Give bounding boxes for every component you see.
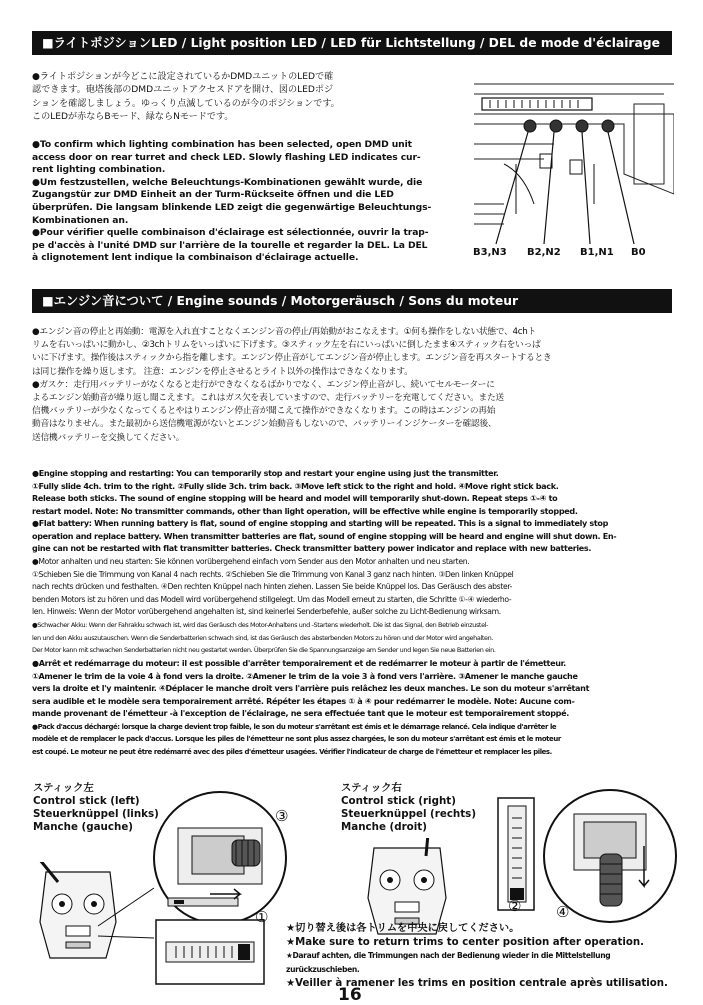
text-line: len und den Akku auszutauschen. Wenn die Senderbatterien schwach sind, ist das Geräusch des absterbenden Motors zu hören und der Motor wird angehalten. — [32, 633, 493, 642]
text-line: いに下げます。操作後はスティックから指を離します。エンジン停止音がしてエンジン音が停止します。エンジン音を再スタートするとき — [32, 353, 552, 364]
led-label-b1n1: B1,N1 — [580, 247, 614, 258]
text-line: Zugangstür zur DMD Einheit an der Turm-Rückseite öffnen und die LED — [32, 189, 394, 201]
text-line: operation and replace battery. When transmitter batteries are flat, sound of engine stopping will be heard and engine will shut down. En- — [32, 531, 617, 541]
text-line: vers la droite et l'y maintenir. ④Déplacer le manche droit vers l'arrière puis relâchez les deux manches. Le son du moteur s'arrêtant — [32, 684, 590, 693]
left-stick-detail-illustration — [150, 788, 290, 928]
caption-line: スティック左 — [33, 782, 94, 794]
text-line: ●ガスケ：走行用バッテリーがなくなると走行ができなくなるばかりでなく、エンジン停止音がし、続いてセルモーターに — [32, 379, 495, 390]
text-line: pe d'accès à l'unité DMD sur l'arrière de la tourelle et regarder la DEL. La DEL — [32, 239, 428, 251]
engine-sounds-jp-text — [32, 326, 680, 445]
text-line: ●Schwacher Akku: Wenn der Fahrakku schwach ist, wird das Geräusch des Motor-Anhaltens und -Startens wiederholt. Die ist das Signal, den Betrieb einzustel- — [32, 620, 489, 629]
step-marker-2: ② — [508, 897, 522, 915]
step-marker-1: ① — [255, 908, 269, 926]
text-line: modèle et de remplacer le pack d'accus. Lorsque les piles de l'émetteur ne sont plus assez chargées, le son du moteur s'arrêtant est émis et le moteur — [32, 735, 561, 743]
note-line: ★Make sure to return trims to center position after operation. — [286, 936, 645, 948]
led-label-b2n2: B2,N2 — [527, 247, 561, 258]
page-number: 16 — [338, 985, 362, 1005]
dmd-unit-illustration — [474, 64, 674, 254]
text-line: ●ライトポジションが今どこに設定されているかDMDユニットのLEDで確 — [32, 72, 334, 82]
right-stick-caption — [341, 782, 476, 834]
text-line: Kombinationen an. — [32, 214, 129, 226]
section-header-engine-sounds: ■エンジン音について / Engine sounds / Motorgeräusch / Sons du moteur — [32, 289, 672, 313]
text-line: ●Engine stopping and restarting: You can temporarily stop and restart your engine using just the transmitter. — [32, 469, 499, 478]
text-line: ①Schieben Sie die Trimmung von Kanal 4 nach rechts. ②Schieben Sie die Trimmung von Kanal 3 ganz nach hinten. ③Den linken Knüppel — [32, 569, 514, 579]
caption-line: Manche (gauche) — [33, 821, 134, 833]
text-line: このLEDが赤ならBモード、緑ならNモードです。 — [32, 112, 234, 123]
engine-sounds-fr-text — [32, 658, 682, 758]
trim-reset-note — [286, 922, 686, 991]
note-line: ★切り替え後は各トリムを中央に戻してください。 — [286, 923, 520, 934]
text-line: gine can not be restarted with flat transmitter batteries. Check transmitter battery power indicator and replace with new batteries. — [32, 544, 592, 553]
text-line: est coupé. Le moteur ne peut être redémarré avec des piles d'émetteur usagées. Vérifier l'indicateur de charge de l'émetteur et remplacer les piles. — [32, 747, 552, 756]
text-line: nach rechts drücken und festhalten. ④Den rechten Knüppel nach hinten ziehen. Lassen Sie beide Knüppel los. Das Geräusch des abster- — [32, 582, 513, 592]
text-line: ションを確認しましょう。ゆっくり点滅しているのが今のポジションです。 — [32, 98, 340, 109]
led-label-b3n3: B3,N3 — [473, 247, 507, 258]
text-line: ●To confirm which lighting combination has been selected, open DMD unit — [32, 139, 412, 150]
light-position-jp-text — [32, 71, 472, 125]
note-line: ★Veiller à ramener les trims en position centrale après utilisation. — [286, 977, 668, 989]
caption-line: Manche (droit) — [341, 821, 427, 833]
caption-line: Control stick (left) — [33, 795, 140, 807]
step-marker-3: ③ — [275, 807, 289, 825]
text-line: mande provenant de l'émetteur -à l'exception de l'éclairage, ne sera effectuée tant que le moteur est temporairement stoppé. — [32, 709, 569, 718]
text-line: à clignotement lent indique la combinaison d'éclairage actuelle. — [32, 252, 359, 264]
text-line: len. Hinweis: Wenn der Motor vorübergehend angehalten ist, sind keinerlei Senderbefehle, außer solche zu Licht-Bedienung wirksam. — [32, 607, 501, 617]
text-line: 認できます。砲塔後部のDMDユニットアクセスドアを開け、図のLEDポジ — [32, 85, 334, 96]
text-line: ●Arrêt et redémarrage du moteur: il est possible d'arrêter temporairement et de redémarrer le moteur à partir de l'émetteur. — [32, 659, 566, 668]
note-line: ★Darauf achten, die Trimmungen nach der Bedienung wieder in die Mittelstellung zurückzuschieben. — [286, 951, 611, 975]
text-line: リムを右いっぱいに動かし、②3chトリムをいっぱいに下げます。③スティック左を右にいっぱいに倒したまま④スティック右をいっぱ — [32, 340, 541, 351]
text-line: ●Motor anhalten und neu starten: Sie können vorübergehend einfach vom Sender aus den Motor anhalten und neu starten. — [32, 557, 470, 566]
text-line: 信機バッテリーが少なくなってくるとやはりエンジン停止音が聞こえて操作ができなくなります。この時はエンジンの再始 — [32, 406, 496, 417]
text-line: ●Pack d'accus déchargé: lorsque la charge devient trop faible, le son du moteur s'arrêtant est émis et le démarrage relancé. Cela indique d'arrêter le — [32, 722, 557, 731]
text-line: restart model. Note: No transmitter commands, other than light operation, will be effective while engine is temporarily stopped. — [32, 506, 578, 516]
text-line: sera audible et le modèle sera temporairement arrêté. Répéter les étapes ① à ④ pour redémarrer le modèle. Note: Aucune com- — [32, 696, 575, 706]
step-marker-4: ④ — [556, 903, 570, 921]
caption-line: Steuerknüppel (links) — [33, 808, 159, 820]
light-position-en-de-fr-text — [32, 139, 472, 265]
caption-line: Control stick (right) — [341, 795, 456, 807]
text-line: überprüfen. Die langsam blinkende LED zeigt die gegenwärtige Beleuchtungs- — [32, 201, 432, 213]
text-line: ●Flat battery: When running battery is flat, sound of engine stopping and starting will be repeated. This is a signal to immediately stop — [32, 519, 609, 528]
text-line: 送信機バッテリーを交換してください。 — [32, 432, 185, 443]
section-header-light-position: ■ライトポジションLED / Light position LED / LED für Lichtstellung / DEL de mode d'éclairage — [32, 31, 672, 55]
text-line: 動音はなりません。また最初から送信機電源がないとエンジン始動音もしないので、バッテリーインジケーターを確認後、 — [32, 419, 497, 430]
text-line: Release both sticks. The sound of engine stopping will be heard and model will temporarily shut-down. Repeat steps ①-④ to — [32, 494, 558, 503]
engine-sounds-de-text — [32, 556, 682, 657]
text-line: Der Motor kann mit schwachen Senderbatterien nicht neu gestartet werden. Überprüfen Sie die Spannungsanzeige am Sender und legen Sie neue Batterien ein. — [32, 646, 496, 655]
led-label-b0: B0 — [631, 247, 646, 258]
text-line: ①Amener le trim de la voie 4 à fond vers la droite. ②Amener le trim de la voie 3 à fond vers l'arrière. ③Amener le manche gauche — [32, 671, 578, 681]
caption-line: Steuerknüppel (rechts) — [341, 808, 477, 820]
text-line: ●Um festzustellen, welche Beleuchtungs-Kombinationen gewählt wurde, die — [32, 176, 423, 188]
text-line: は同じ操作を繰り返します。 注意：エンジンを停止させるとライト以外の操作はできなくなります。 — [32, 366, 413, 377]
trim-bar-illustration — [154, 918, 266, 988]
text-line: rent lighting combination. — [32, 164, 166, 176]
text-line: access door on rear turret and check LED. Slowly flashing LED indicates cur- — [32, 151, 421, 163]
transmitter-callout-lines — [96, 886, 156, 942]
text-line: ●Pour vérifier quelle combinaison d'éclairage est sélectionnée, ouvrir la trap- — [32, 227, 429, 239]
caption-line: スティック右 — [341, 782, 402, 794]
text-line: よるエンジン始動音が繰り返し聞こえます。これはガス欠を表していますので、走行バッテリーを充電してください。また送 — [32, 393, 504, 404]
text-line: benden Motors ist zu hören und das Modell wird vorübergehend stillgelegt. Um das Modell erneut zu starten, die Schritte ①-④ wiederho- — [32, 594, 512, 604]
text-line: ●エンジン音の停止と再始動：電源を入れ直すことなくエンジン音の停止/再始動がおこなえます。①何も操作をしない状態で、4chト — [32, 327, 536, 337]
left-stick-caption — [33, 782, 159, 834]
text-line: ①Fully slide 4ch. trim to the right. ②Fully slide 3ch. trim back. ③Move left stick to the right and hold. ④Move right stick back. — [32, 481, 559, 491]
engine-sounds-en-text — [32, 468, 682, 556]
